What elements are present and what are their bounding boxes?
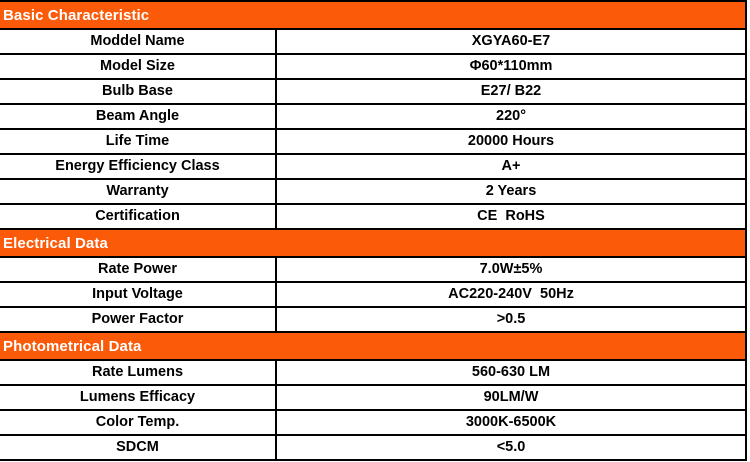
spec-value: 3000K-6500K xyxy=(465,414,557,431)
table-row xyxy=(0,80,745,105)
spec-label: Moddel Name xyxy=(0,30,277,53)
spec-label: Bulb Base xyxy=(0,80,277,103)
spec-label: Input Voltage xyxy=(0,283,277,306)
spec-value: 560-630 LM xyxy=(471,364,551,381)
spec-value: 20000 Hours xyxy=(467,133,555,150)
table-row xyxy=(0,105,745,130)
section-title: Basic Characteristic xyxy=(3,6,150,24)
spec-label: Life Time xyxy=(0,130,277,153)
table-row xyxy=(0,130,745,155)
table-row xyxy=(0,386,745,411)
spec-value: 2 Years xyxy=(485,183,537,200)
table-row xyxy=(0,155,745,180)
spec-value: XGYA60-E7 xyxy=(471,33,551,50)
spec-label: Certification xyxy=(0,205,277,228)
spec-value: E27/ B22 xyxy=(480,83,542,100)
section-title: Electrical Data xyxy=(3,234,108,252)
table-row xyxy=(0,180,745,205)
spec-value: <5.0 xyxy=(496,439,526,456)
spec-value: AC220-240V 50Hz xyxy=(448,286,574,303)
spec-value: >0.5 xyxy=(496,311,526,328)
table-row xyxy=(0,258,745,283)
spec-value: 90LM/W xyxy=(483,389,539,406)
spec-value: 7.0W±5% xyxy=(479,261,543,278)
table-row xyxy=(0,411,745,436)
section-title: Photometrical Data xyxy=(3,337,142,355)
section-header xyxy=(0,333,745,361)
table-row xyxy=(0,436,745,461)
spec-label: Beam Angle xyxy=(0,105,277,128)
spec-label: Lumens Efficacy xyxy=(0,386,277,409)
spec-value: Φ60*110mm xyxy=(469,58,553,75)
spec-value: 220° xyxy=(496,108,526,125)
table-row xyxy=(0,55,745,80)
table-row xyxy=(0,30,745,55)
section-header xyxy=(0,2,745,30)
spec-label: SDCM xyxy=(0,436,277,459)
spec-label: Energy Efficiency Class xyxy=(0,155,277,178)
spec-label: Rate Lumens xyxy=(0,361,277,384)
spec-label: Rate Power xyxy=(0,258,277,281)
table-row xyxy=(0,361,745,386)
section-header xyxy=(0,230,745,258)
spec-label: Warranty xyxy=(0,180,277,203)
table-row xyxy=(0,283,745,308)
spec-value: A+ xyxy=(501,158,521,175)
spec-label: Model Size xyxy=(0,55,277,78)
spec-value: CE RoHS xyxy=(477,208,545,225)
spec-label: Power Factor xyxy=(0,308,277,331)
table-row xyxy=(0,308,745,333)
table-row xyxy=(0,205,745,230)
spec-label: Color Temp. xyxy=(0,411,277,434)
